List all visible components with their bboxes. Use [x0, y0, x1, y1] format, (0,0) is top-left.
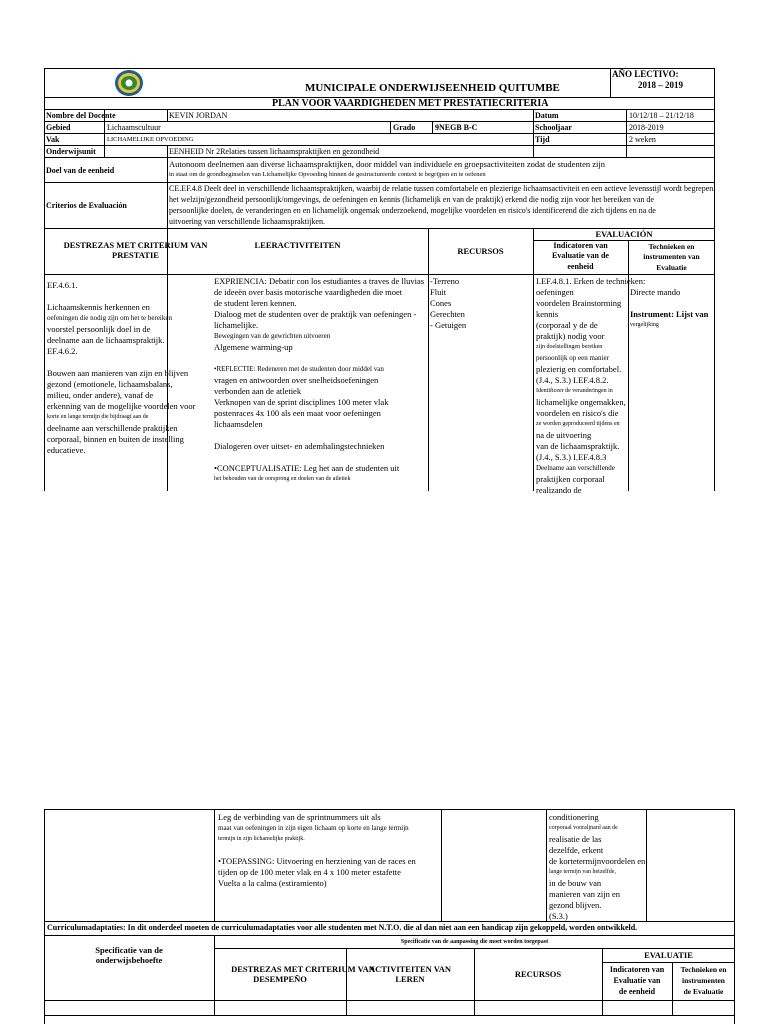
resources-header: RECURSOS [457, 246, 504, 256]
text-line: postenraces 4x 100 als een maat voor oefeningen [214, 408, 381, 418]
text-line [214, 430, 427, 441]
area-value: Lichaamscultuur [107, 123, 161, 132]
text-line: Deelname aan verschillende [536, 464, 615, 472]
text-line: kennis [536, 309, 559, 319]
resources-column [430, 276, 532, 491]
text-line: korte en lange termijn die bijdraagt aan de [47, 414, 149, 420]
text-line: Leg de verbinding van de sprintnummers uit als [218, 812, 381, 822]
rule [167, 109, 168, 121]
activities-column [214, 276, 427, 491]
text-line: zijn doelstellingen bereiken [536, 344, 603, 350]
adaptation-destrezas-header: DESTREZAS MET CRITERIUM VAN [231, 964, 375, 974]
school-year-row-value: 2018-2019 [629, 123, 664, 132]
rule [44, 809, 45, 1024]
text-line: deelname aan de lichaamspraktijk. [47, 335, 165, 345]
adaptation-indicators-header: Evaluatie van [613, 976, 661, 985]
rule [441, 809, 442, 921]
text-line: EF.4.6.2. [47, 346, 78, 356]
adaptation-activities-header: ACTIVITEITEN VAN [368, 964, 452, 974]
text-line: erkenning van de mogelijke voordelen voor [47, 401, 196, 411]
text-line: de ideeën over basis motorische vaardigheden die moet [214, 287, 403, 297]
text-line: vergelijking [630, 322, 659, 328]
criteria-line: CE.EF.4.8 Deelt deel in verschillende lichaamspraktijken, waarbij de relatie tussen comfortabele en plezierige lichaamsactiviteit en een actieve levensstijl wordt begrepen. [169, 184, 716, 193]
rule [44, 68, 45, 491]
text-line: Vuelta a la calma (estiramiento) [218, 878, 327, 888]
unit-goal-line: Autonoom deelnemen aan diverse lichaamspraktijken, door middel van individuele en groepsactiviteiten zodat de studenten zijn [169, 159, 605, 169]
text-line: EXPRIENCIA: Debatir con los estudiantes a traves de lluvias [214, 276, 425, 286]
text-line: het behouden van de oorsprong en doelen van de atletiek [214, 476, 351, 482]
text-line: tijden op de 100 meter vlak en 4 x 100 meter estafette [218, 867, 401, 877]
text-line: •REFLECTIE: Redeneren met de studenten door middel van [214, 365, 384, 373]
rule [714, 68, 715, 491]
text-line: gezond blijven. [549, 900, 602, 910]
unit-label: Onderwijsunit [46, 147, 96, 156]
criteria-line: het welzijn/gezondheid persoonlijk/omgevings, de oefeningen en kennis (lichamelijk en van de praktijk) erkend die nodig zijn voor het bereiken van de [169, 195, 654, 204]
text-line: Gerechten [430, 309, 465, 319]
text-line: lichamelijke. [214, 320, 259, 330]
rule [646, 809, 647, 921]
indicators-header: Indicatoren van [553, 241, 608, 250]
rule [44, 274, 715, 275]
criteria-line: persoonlijke doelen, de veranderingen en en lichamelijk ongemak onderzoekend, mogelijke voordelen en risico's identificerend die zich tijdens en na de [169, 206, 656, 215]
techniques-header: Evaluatie [656, 263, 687, 272]
rule [602, 962, 735, 963]
rule [214, 809, 215, 921]
text-line [214, 452, 427, 463]
techniques-header: Technieken en [648, 242, 695, 251]
adaptation-evaluation-header: EVALUATIE [644, 950, 693, 960]
text-line: voorstel persoonlijk doel in de [47, 324, 151, 334]
rule [428, 228, 429, 491]
text-line: dezelfde, erkent [549, 845, 604, 855]
text-line: gezond (emotionele, lichaamsbalans, [47, 379, 173, 389]
text-line: - Getuigen [430, 320, 467, 330]
text-line: Dialogeren over uitset- en ademhalingstechnieken [214, 441, 385, 451]
text-line: conditionering [549, 812, 599, 822]
text-line: realizando de [536, 485, 582, 495]
rule [474, 948, 475, 1015]
school-year-row-label: Schooljaar [535, 123, 572, 132]
text-line: •TOEPASSING: Uitvoering en herziening van de races en [218, 856, 416, 866]
time-value: 2 weken [629, 135, 656, 144]
text-line: Dialoog met de studenten over de praktijk van oefeningen - [214, 309, 417, 319]
rule [44, 121, 715, 122]
text-line: van de lichaamspraktijk. [536, 441, 620, 451]
rule [44, 935, 735, 936]
page-subtitle: PLAN VOOR VAARDIGHEDEN MET PRESTATIECRITERIA [272, 98, 549, 109]
subject-label: Vak [46, 135, 60, 144]
rule [44, 1000, 735, 1001]
rule [44, 133, 715, 134]
indicators-header: Evaluatie van de [552, 251, 609, 260]
school-year-value: 2018 – 2019 [638, 80, 683, 90]
text-line: (corporaal y de de [536, 320, 598, 330]
text-line: (J.4., S.3.) I.EF.4.8.2. [536, 375, 609, 385]
text-line: plezierig en comfortabel. [536, 364, 622, 374]
text-line: praktijken corporaal [536, 474, 605, 484]
text-line: de student leren kennen. [214, 298, 297, 308]
text-line: realisatie de las [549, 834, 602, 844]
text-line: termijn in zijn lichamelijke praktijk. [218, 836, 305, 842]
unit-goal-line: in staat om de grondbeginselen van Lichamelijke Opvoeding binnen de gestructureerde context te begrijpen en te oefenen [169, 171, 486, 178]
text-line: Directe mando [630, 287, 681, 297]
text-line: ze worden geproduceerd tijdens en [536, 421, 620, 427]
text-line: na de uitvoering [536, 430, 592, 440]
destrezas-header: PRESTATIE [112, 250, 159, 260]
text-line [47, 291, 166, 302]
adaptation-indicators-header: Indicatoren van [609, 965, 665, 974]
rule [533, 109, 534, 157]
rule [44, 1015, 735, 1016]
page-title: MUNICIPALE ONDERWIJSEENHEID QUITUMBE [305, 82, 560, 94]
unit-value: EENHEID Nr 2Relaties tussen lichaamspraktijken en gezondheid [169, 147, 380, 156]
criteria-label: Criterios de Evaluación [46, 201, 127, 210]
unit-goal-label: Doel van de eenheid [46, 166, 115, 175]
criteria-line: uitvoering van verschillende lichaamspraktijken. [169, 217, 325, 226]
adaptation-specification-label: Specificatie van de aanpassing die moet worden toegepast [400, 939, 549, 945]
subject-value: LICHAMELIJKE OPVOEDING [107, 136, 194, 143]
destrezas-column [47, 280, 196, 491]
text-line: Bouwen aan manieren van zijn en blijven [47, 368, 189, 378]
need-specification-label: Specificatie van de [95, 945, 163, 955]
municipal-seal-icon [114, 69, 144, 97]
techniques-header: instrumenten van [643, 252, 700, 261]
rule [626, 109, 627, 157]
text-line: -Terreno [430, 276, 460, 286]
text-line: de kortetermijnvoordelen en [549, 856, 646, 866]
rule [546, 809, 547, 921]
text-line: lichamelijke ongemakken, [536, 397, 626, 407]
text-line: in de bouw van [549, 878, 602, 888]
area-label: Gebied [46, 123, 71, 132]
adaptation-techniques-header: instrumenten [682, 976, 725, 985]
date-value: 10/12/18 – 21/12/18 [629, 111, 694, 120]
text-line: Verknopen van de sprint disciplines 100 meter vlak [214, 397, 389, 407]
need-specification-label: onderwijsbehoefte [95, 955, 163, 965]
text-line: verbonden aan de atletiek [214, 386, 302, 396]
text-line: praktijk) nodig voor [536, 331, 605, 341]
indicators-header: eenheid [567, 262, 594, 271]
text-line: educatieve. [47, 445, 86, 455]
text-line [630, 298, 714, 309]
text-line: Bewegingen van de gewrichten uitvoeren [214, 332, 331, 340]
rule [44, 145, 715, 146]
text-line: oefeningen die nodig zijn om het te bereiken [47, 314, 172, 322]
text-line: (S.3.) [549, 911, 568, 921]
text-line: •CONCEPTUALISATIE: Leg het aan de studenten uit [214, 463, 400, 473]
text-line: oefeningen [536, 287, 574, 297]
text-line: deelname aan verschillende praktijken [47, 423, 178, 433]
text-line: Instrument: Lijst van [630, 309, 709, 319]
text-line: vragen en antwoorden over snelheidsoefeningen [214, 375, 379, 385]
text-line [47, 357, 166, 368]
text-line [214, 353, 427, 364]
rule [610, 68, 611, 98]
text-line: Cones [430, 298, 452, 308]
techniques-column [630, 276, 714, 491]
time-label: Tijd [535, 135, 550, 144]
indicators-column-continued [549, 812, 645, 920]
text-line: voordelen en risico's die [536, 408, 619, 418]
text-line: manieren van zijn en [549, 889, 621, 899]
teacher-label: Nombre del Docente [46, 111, 116, 120]
rule [44, 182, 715, 183]
text-line: EF.4.6.1. [47, 280, 78, 290]
text-line [630, 276, 714, 287]
grade-value: 9NEGB B-C [435, 123, 478, 132]
text-line: corporaal, binnen en buiten de instelling [47, 434, 184, 444]
adaptation-destrezas-header: DESEMPEÑO [253, 974, 307, 984]
text-line: I.EF.4.8.1. Erken de technieken: [536, 276, 646, 286]
adaptation-resources-header: RECURSOS [514, 969, 562, 979]
school-year-label: AÑO LECTIVO: [612, 69, 679, 79]
text-line: persoonlijk op een manier [536, 354, 609, 362]
adaptation-activities-header: LEREN [395, 974, 425, 984]
text-line: corporaal vooraljnard aan de [549, 825, 618, 831]
adaptation-techniques-header: de Evaluatie [683, 987, 724, 996]
rule [390, 121, 391, 133]
text-line: milieu, onder andere), vanaf de [47, 390, 154, 400]
rule [44, 809, 735, 810]
activities-column-continued [218, 812, 440, 920]
adaptation-indicators-header: de eenheid [618, 987, 656, 996]
teacher-value: KEVIN JORDAN [169, 111, 228, 120]
adaptations-note: Curriculumadaptaties: In dit onderdeel moeten de curriculumadaptaties voor alle studenten met N.T.O. die al dan niet aan een handicap zijn gekoppeld, worden ontwikkeld. [47, 923, 638, 932]
text-line: Identificeer de veranderingen in [536, 388, 613, 394]
text-line: Lichaamskennis herkennen en [47, 302, 150, 312]
rule [44, 109, 715, 110]
text-line: lichaamsdelen [214, 419, 263, 429]
text-line: (J.4., S.3.) I.EF.4.8.3 [536, 452, 607, 462]
text-line: Fluit [430, 287, 447, 297]
evaluation-header: EVALUACIÓN [595, 229, 653, 239]
rule [432, 121, 433, 133]
text-line: Algemene warming-up [214, 342, 293, 352]
activities-header: LEERACTIVITEITEN [254, 240, 341, 250]
text-line: lange termijn van hetzelfde, [549, 869, 616, 875]
date-label: Datum [535, 111, 559, 120]
text-line: maat van oefeningen in zijn eigen lichaam op korte en lange termijn [218, 824, 409, 832]
text-line: voordelen Brainstorming [536, 298, 622, 308]
destrezas-header: DESTREZAS MET CRITERIUM VAN [63, 240, 208, 250]
grade-label: Grado [393, 123, 416, 132]
rule [44, 157, 715, 158]
text-line [218, 845, 440, 856]
adaptation-techniques-header: Technieken en [680, 965, 727, 974]
